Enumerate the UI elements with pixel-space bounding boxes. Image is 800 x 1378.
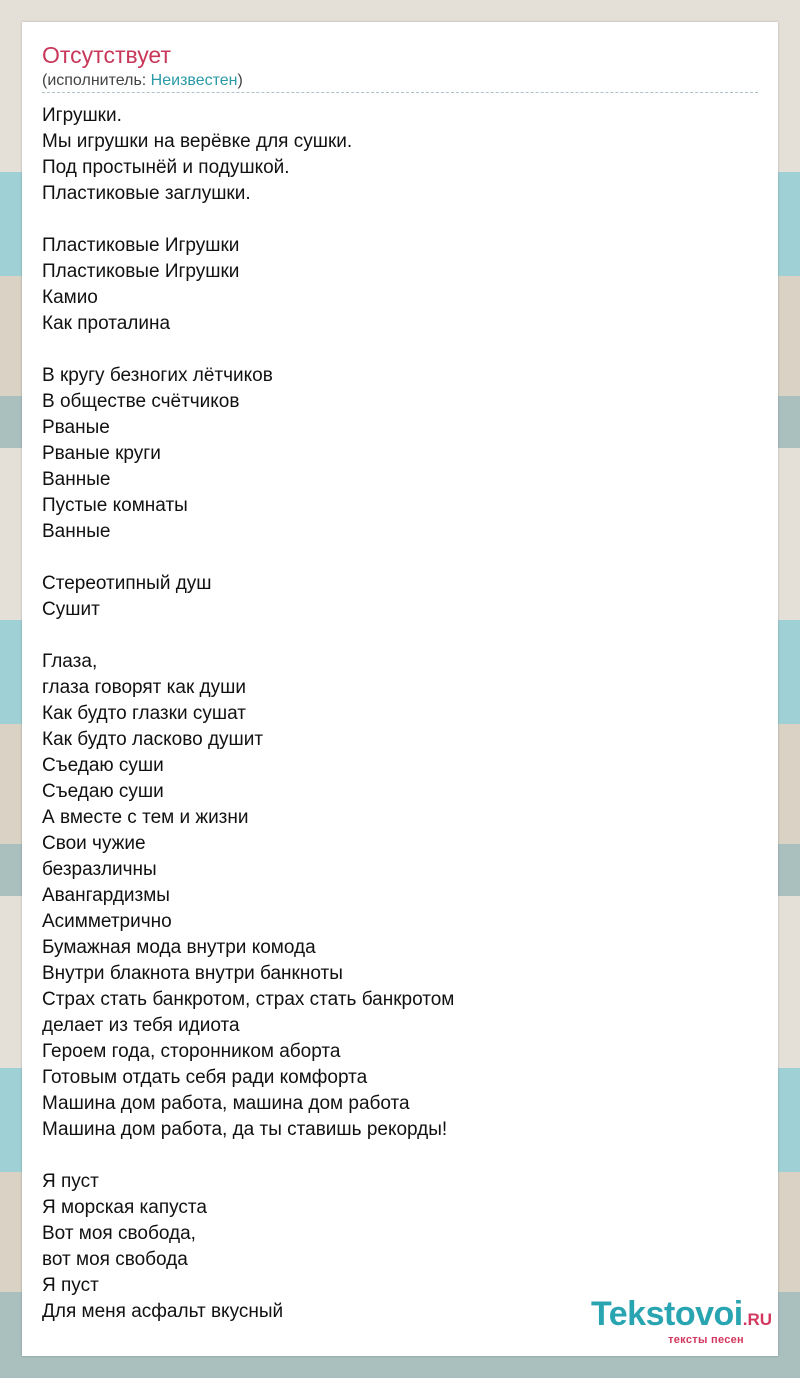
artist-suffix: ) — [237, 72, 243, 89]
lyric-line: Пластиковые Игрушки — [42, 261, 240, 282]
lyric-line: Съедаю суши — [42, 755, 164, 776]
song-title: Отсутствует — [42, 42, 171, 68]
lyric-line: Бумажная мода внутри комода — [42, 937, 316, 958]
lyric-line: Рваные — [42, 417, 110, 438]
lyric-line: Героем года, сторонником аборта — [42, 1041, 341, 1062]
lyric-line: Внутри блакнота внутри банкноты — [42, 963, 343, 984]
lyric-line: Как будто ласково душит — [42, 729, 264, 750]
lyric-line: Игрушки. — [42, 105, 122, 126]
site-logo[interactable] — [591, 1297, 772, 1346]
lyric-line: Пустые комнаты — [42, 495, 188, 516]
lyric-line: Стереотипный душ — [42, 573, 212, 594]
lyric-line: Пластиковые Игрушки — [42, 235, 240, 256]
logo-tagline: тексты песен — [668, 1334, 744, 1346]
lyric-line: Готовым отдать себя ради комфорта — [42, 1067, 368, 1088]
lyric-blank-line — [42, 1143, 758, 1169]
lyric-line: безразличны — [42, 859, 157, 880]
lyrics-text — [42, 103, 758, 1325]
lyric-line: вот моя свобода — [42, 1249, 188, 1270]
lyrics-card — [22, 22, 778, 1356]
title-divider — [42, 92, 758, 93]
artist-line — [42, 72, 243, 90]
lyric-line: В обществе счётчиков — [42, 391, 240, 412]
lyric-line: Я пуст — [42, 1171, 99, 1192]
lyric-line: делает из тебя идиота — [42, 1015, 240, 1036]
lyric-line: Под простынёй и подушкой. — [42, 157, 290, 178]
lyric-line: Камио — [42, 287, 98, 308]
lyric-blank-line — [42, 545, 758, 571]
lyric-line: Для меня асфальт вкусный — [42, 1301, 284, 1322]
lyric-line: Машина дом работа, машина дом работа — [42, 1093, 410, 1114]
lyric-blank-line — [42, 207, 758, 233]
lyric-line: А вместе с тем и жизни — [42, 807, 249, 828]
artist-link[interactable]: Неизвестен — [150, 72, 238, 89]
lyric-line: Ванные — [42, 469, 111, 490]
lyric-line: Я пуст — [42, 1275, 99, 1296]
artist-prefix: (исполнитель: — [42, 72, 151, 89]
lyric-line: Асимметрично — [42, 911, 172, 932]
lyric-line: Мы игрушки на верёвке для сушки. — [42, 131, 353, 152]
lyric-blank-line — [42, 623, 758, 649]
lyric-line: Съедаю суши — [42, 781, 164, 802]
logo-tld: .RU — [742, 1310, 772, 1329]
lyric-line: Сушит — [42, 599, 100, 620]
lyric-line: Ванные — [42, 521, 111, 542]
lyric-line: Машина дом работа, да ты ставишь рекорды! — [42, 1119, 448, 1140]
lyric-line: Страх стать банкротом, страх стать банкротом — [42, 989, 455, 1010]
lyric-line: Я морская капуста — [42, 1197, 207, 1218]
lyric-line: Как будто глазки сушат — [42, 703, 246, 724]
lyric-line: Как проталина — [42, 313, 171, 334]
logo-name: Tekstovoi — [591, 1295, 743, 1333]
lyric-line: В кругу безногих лётчиков — [42, 365, 273, 386]
lyric-line: Рваные круги — [42, 443, 161, 464]
lyric-line: глаза говорят как души — [42, 677, 246, 698]
lyric-line: Пластиковые заглушки. — [42, 183, 251, 204]
lyric-line: Свои чужие — [42, 833, 146, 854]
lyric-line: Глаза, — [42, 651, 98, 672]
lyric-blank-line — [42, 337, 758, 363]
lyric-line: Вот моя свобода, — [42, 1223, 196, 1244]
lyric-line: Авангардизмы — [42, 885, 170, 906]
